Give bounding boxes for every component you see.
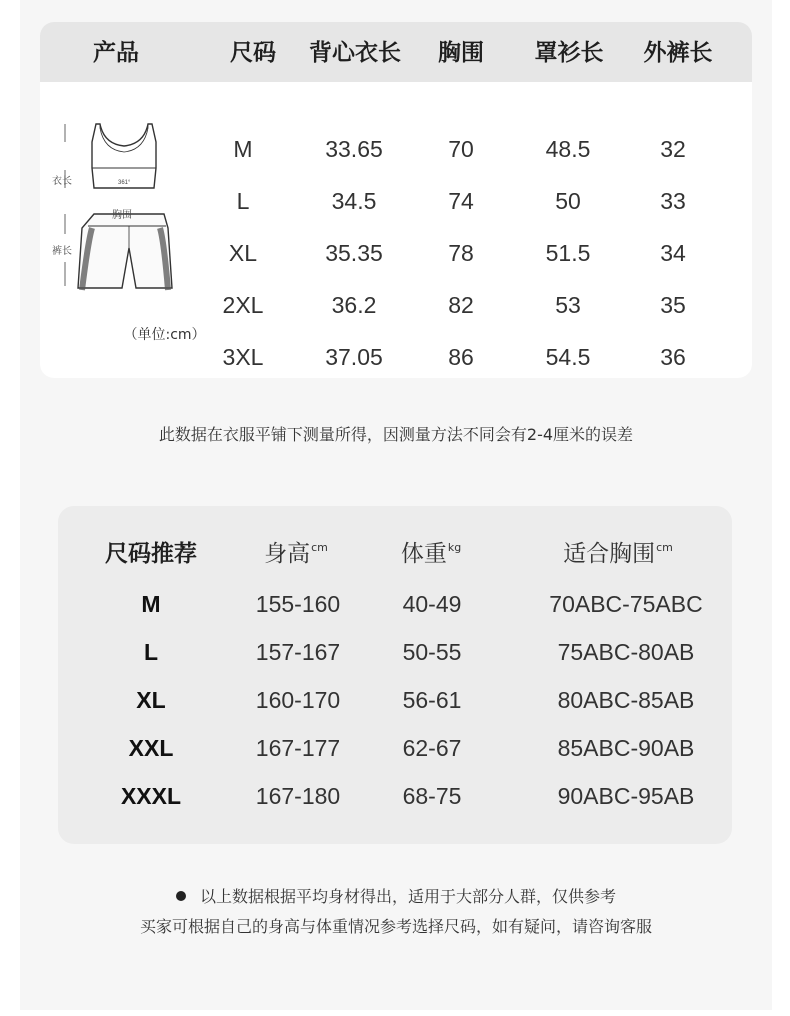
table-row [40, 123, 752, 175]
header-fit-chest [563, 534, 673, 574]
size-cell: L [236, 188, 250, 214]
fit-chest-cell: 90ABC-95AB [557, 783, 695, 809]
shorts-length-cell: 32 [660, 136, 686, 162]
size-measurement-table [40, 22, 752, 378]
header-weight [401, 534, 461, 574]
weight-cell: 50-55 [402, 639, 462, 665]
top-chest-label: 胸围 [112, 210, 132, 221]
shorts-length-cell: 35 [660, 292, 686, 318]
header-recommend-size: 尺码推荐 [105, 541, 197, 567]
size-cell: 2XL [222, 292, 264, 318]
top-length-cell: 53 [555, 292, 581, 318]
size-cell: XL [136, 687, 166, 713]
top-length-cell: 50 [555, 188, 581, 214]
height-unit: cm [311, 541, 328, 554]
vest-length-cell: 36.2 [331, 292, 377, 318]
size-cell: XXXL [120, 783, 182, 809]
unit-note: （单位:cm） [123, 327, 206, 343]
height-cell: 160-170 [255, 687, 341, 713]
table-row [40, 175, 752, 227]
size-recommendation-table [58, 506, 732, 844]
fit-chest-cell: 75ABC-80AB [557, 639, 695, 665]
shorts-length-cell: 34 [660, 240, 686, 266]
size-cell: M [141, 591, 161, 617]
header-weight-label: 体重 [400, 541, 447, 567]
chest-cell: 70 [448, 136, 474, 162]
height-cell: 167-180 [255, 783, 341, 809]
fit-chest-cell: 80ABC-85AB [557, 687, 695, 713]
header-top-length: 罩衫长 [534, 40, 604, 66]
footer-note-1 [20, 884, 772, 907]
size-cell: M [233, 136, 253, 162]
top-length-cell: 48.5 [545, 136, 591, 162]
chest-cell: 86 [448, 344, 474, 370]
top-length-cell: 54.5 [545, 344, 591, 370]
fit-chest-cell: 85ABC-90AB [557, 735, 695, 761]
size-chart-page [20, 0, 772, 1010]
table-row [58, 676, 732, 724]
header-size: 尺码 [230, 40, 276, 66]
size-cell: XL [228, 240, 258, 266]
height-cell: 155-160 [255, 591, 341, 617]
vest-length-cell: 35.35 [325, 240, 383, 266]
table-row [58, 772, 732, 820]
weight-unit: kg [447, 541, 462, 554]
top-length-label: 衣长 [52, 176, 72, 187]
header-fit-chest-label: 适合胸围 [563, 541, 656, 567]
vest-length-cell: 34.5 [331, 188, 377, 214]
header-height [264, 534, 328, 574]
footer-note-2: 买家可根据自己的身高与体重情况参考选择尺码，如有疑问，请咨询客服 [139, 917, 652, 936]
table-row [40, 279, 752, 331]
size-cell: XXL [128, 735, 174, 761]
weight-cell: 56-61 [402, 687, 462, 713]
top-logo: 361° [118, 180, 131, 186]
shorts-length-cell: 33 [660, 188, 686, 214]
header-vest-length: 背心衣长 [309, 40, 401, 66]
fit-chest-cell: 70ABC-75ABC [549, 591, 703, 617]
shorts-length-cell: 36 [660, 344, 686, 370]
header-shorts-length: 外裤长 [643, 40, 713, 66]
chest-cell: 74 [448, 188, 474, 214]
bullet-dot-icon [176, 891, 186, 901]
table-row [40, 331, 752, 378]
header-product: 产品 [93, 40, 139, 66]
weight-cell: 68-75 [402, 783, 462, 809]
weight-cell: 40-49 [402, 591, 462, 617]
table-row [58, 628, 732, 676]
top-length-cell: 51.5 [545, 240, 591, 266]
measurement-note: 此数据在衣服平铺下测量所得，因测量方法不同会有2-4厘米的误差 [158, 425, 634, 444]
weight-cell: 62-67 [402, 735, 462, 761]
header-height-label: 身高 [264, 541, 311, 567]
table-row [58, 724, 732, 772]
size-cell: L [143, 639, 159, 665]
vest-length-cell: 37.05 [325, 344, 383, 370]
chest-cell: 82 [448, 292, 474, 318]
table-row [58, 580, 732, 628]
shorts-length-label: 裤长 [52, 246, 72, 257]
height-cell: 157-167 [255, 639, 341, 665]
chest-unit: cm [656, 541, 673, 554]
vest-length-cell: 33.65 [325, 136, 383, 162]
size-cell: 3XL [222, 344, 264, 370]
footer-note-1-text: 以上数据根据平均身材得出，适用于大部分人群，仅供参考 [199, 887, 616, 906]
size-table-header [40, 22, 752, 82]
chest-cell: 78 [448, 240, 474, 266]
table-row [40, 227, 752, 279]
height-cell: 167-177 [255, 735, 341, 761]
header-chest: 胸围 [438, 40, 484, 66]
